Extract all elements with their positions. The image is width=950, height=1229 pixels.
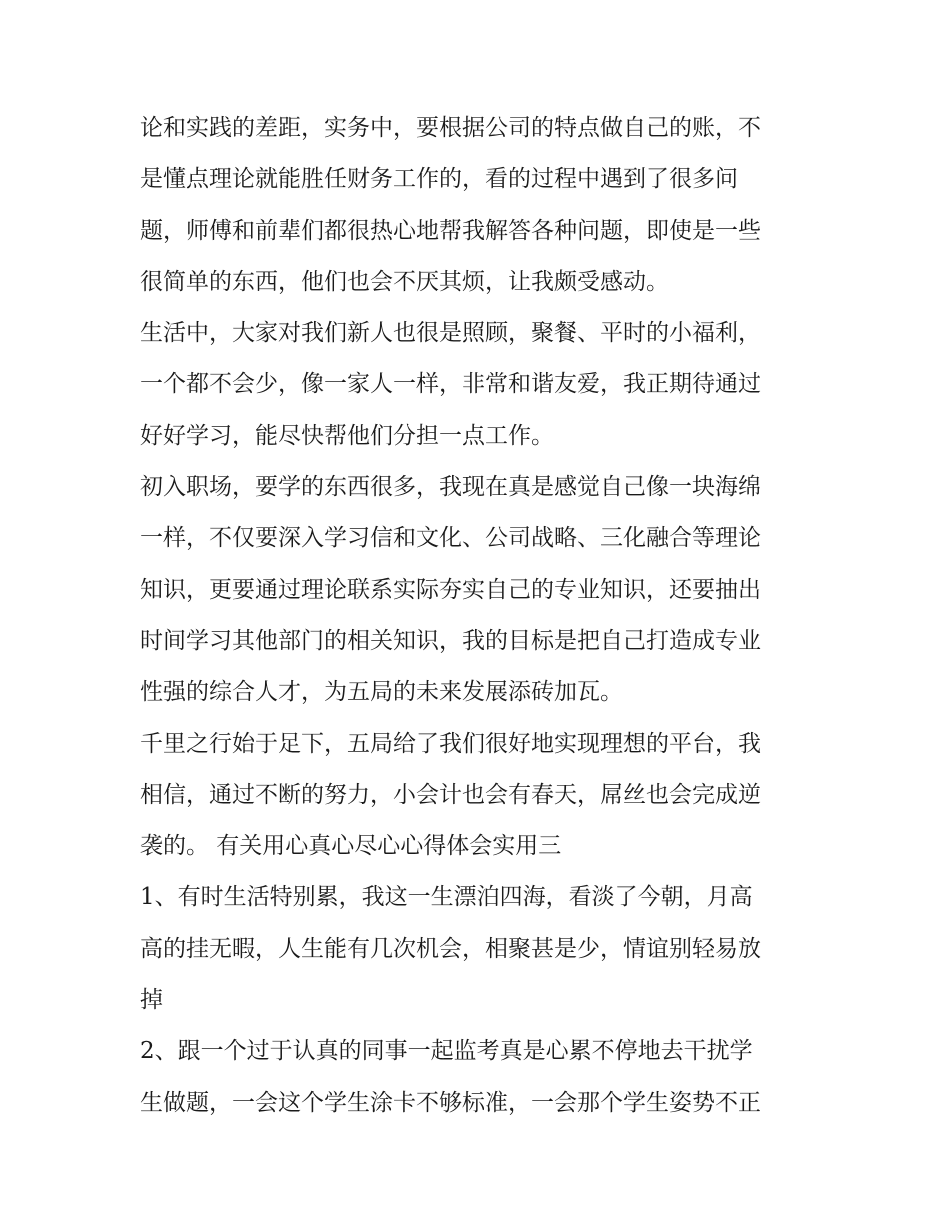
text-line: 相信，通过不断的努力，小会计也会有春天，屌丝也会完成逆 bbox=[140, 781, 761, 808]
text-line: 好好学习，能尽快帮他们分担一点工作。 bbox=[140, 422, 554, 449]
text-line: 知识，更要通过理论联系实际夯实自己的专业知识，还要抽出 bbox=[140, 576, 761, 603]
text-line: 一样，不仅要深入学习信和文化、公司战略、三化融合等理论 bbox=[140, 525, 761, 552]
text-line: 千里之行始于足下，五局给了我们很好地实现理想的平台，我 bbox=[140, 730, 761, 757]
text-line: 一个都不会少，像一家人一样，非常和谐友爱，我正期待通过 bbox=[140, 371, 761, 398]
text-line: 时间学习其他部门的相关知识，我的目标是把自己打造成专业 bbox=[140, 627, 761, 654]
text-line: 很简单的东西，他们也会不厌其烦，让我颇受感动。 bbox=[140, 268, 669, 295]
text-line: 论和实践的差距，实务中，要根据公司的特点做自己的账，不 bbox=[140, 115, 761, 141]
document-body bbox=[140, 103, 812, 1129]
text-line: 掉 bbox=[140, 987, 163, 1014]
text-line: 高的挂无暇，人生能有几次机会，相聚甚是少，情谊别轻易放 bbox=[140, 935, 761, 962]
text-line: 生做题，一会这个学生涂卡不够标准，一会那个学生姿势不正 bbox=[140, 1089, 761, 1116]
text-line: 题，师傅和前辈们都很热心地帮我解答各种问题，即使是一些 bbox=[140, 217, 761, 244]
text-line: 是懂点理论就能胜任财务工作的，看的过程中遇到了很多问 bbox=[140, 166, 738, 193]
text-line: 初入职场，要学的东西很多，我现在真是感觉自己像一块海绵 bbox=[140, 474, 761, 501]
text-line: 性强的综合人才，为五局的未来发展添砖加瓦。 bbox=[140, 679, 623, 706]
text-line: 袭的。 有关用心真心尽心心得体会实用三 bbox=[140, 833, 562, 860]
text-line: 1、有时生活特别累，我这一生漂泊四海，看淡了今朝，月高 bbox=[140, 884, 753, 911]
text-line: 2、跟一个过于认真的同事一起监考真是心累不停地去干扰学 bbox=[140, 1038, 753, 1065]
text-line: 生活中，大家对我们新人也很是照顾，聚餐、平时的小福利， bbox=[140, 320, 761, 347]
